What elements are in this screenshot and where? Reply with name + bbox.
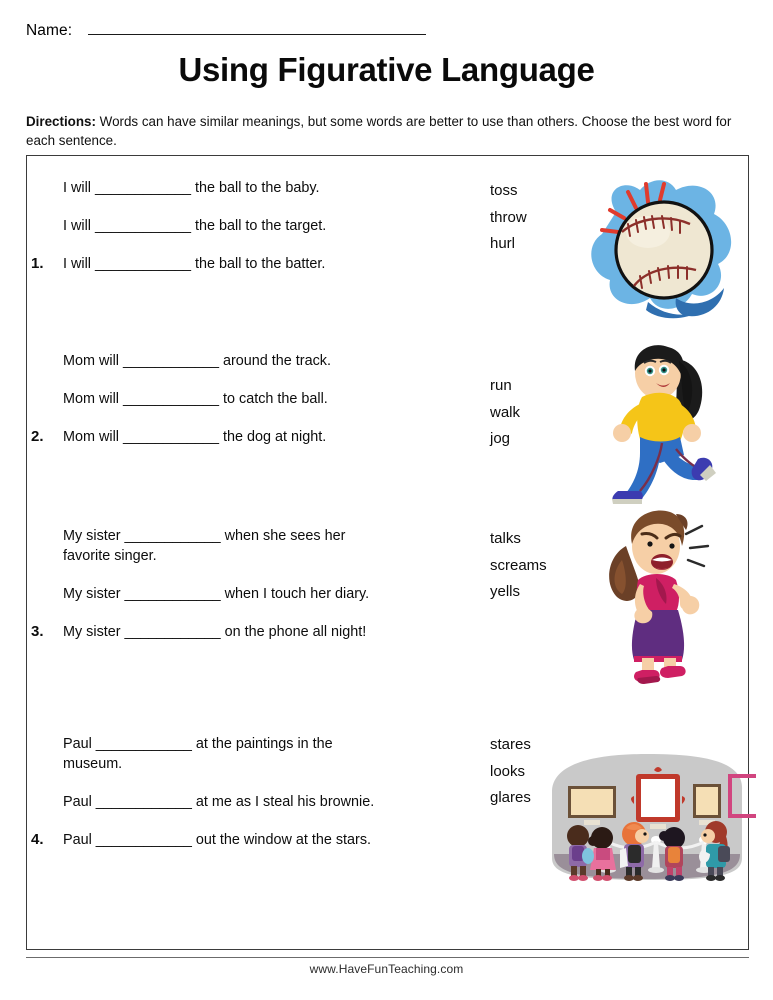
- word-bank-option[interactable]: hurl: [490, 235, 516, 252]
- word-bank-option[interactable]: screams: [490, 556, 547, 574]
- sentence: Mom will ____________ around the track.: [63, 353, 331, 369]
- sentence: Mom will ____________ to catch the ball.: [63, 391, 328, 407]
- word-bank-option[interactable]: looks: [490, 762, 526, 780]
- question-number: 1.: [31, 255, 44, 272]
- word-bank-option[interactable]: stares: [490, 736, 531, 753]
- name-label: Name:: [26, 22, 73, 39]
- word-bank-option[interactable]: jog: [490, 430, 511, 447]
- sentence: My sister ____________ when I touch her diary.: [63, 586, 370, 602]
- question-block-2: [27, 351, 750, 516]
- screaming-girl-illustration: [582, 500, 722, 690]
- question-number: 2.: [31, 428, 44, 445]
- sentence-text: I will ____________ the ball to the batter.: [63, 256, 326, 272]
- word-bank-option[interactable]: throw: [490, 208, 527, 226]
- baseball-illustration: [572, 176, 742, 326]
- sentence: I will ____________ the ball to the target.: [63, 218, 327, 234]
- directions: [26, 112, 738, 150]
- question-number: 4.: [31, 831, 44, 848]
- footer-website: www.HaveFunTeaching.com: [309, 962, 464, 976]
- question-number: 3.: [31, 623, 44, 640]
- sentence-text: My sister ____________ on the phone all night!: [63, 624, 367, 640]
- word-bank-2: [490, 373, 585, 453]
- running-girl-illustration: [582, 337, 732, 507]
- question-block-4: [27, 734, 750, 899]
- sentence-text: Paul ____________ out the window at the stars.: [63, 832, 372, 848]
- page-title: Using Figurative Language: [178, 51, 595, 88]
- museum-illustration: [538, 746, 756, 888]
- question-3-sentences: [27, 526, 467, 642]
- sentence: My sister ____________ when she sees her favorite singer.: [63, 528, 346, 564]
- sentence: [31, 427, 463, 447]
- footer-divider: [26, 957, 749, 958]
- sentence-text: Mom will ____________ the dog at night.: [63, 429, 327, 445]
- worksheet-box: [26, 155, 749, 950]
- word-bank-option[interactable]: walk: [490, 403, 521, 421]
- sentence: [31, 622, 463, 642]
- question-2-sentences: [27, 351, 467, 447]
- name-row: [26, 22, 426, 44]
- name-input-line[interactable]: [88, 22, 426, 35]
- word-bank-option[interactable]: run: [490, 377, 512, 394]
- sentence: Paul ____________ at the paintings in the museum.: [63, 736, 333, 772]
- sentence: Paul ____________ at me as I steal his brownie.: [63, 794, 375, 810]
- question-4-sentences: [27, 734, 467, 850]
- directions-text: Words can have similar meanings, but some words are better to use than others. Choose the best word for each sentence.: [26, 114, 732, 148]
- question-1-sentences: [27, 178, 467, 274]
- word-bank-option[interactable]: glares: [490, 789, 531, 806]
- sentence: [31, 830, 463, 850]
- word-bank-option[interactable]: talks: [490, 530, 521, 547]
- sentence: [31, 254, 463, 274]
- word-bank-1: [490, 178, 585, 258]
- directions-label: Directions:: [26, 114, 96, 129]
- word-bank-option[interactable]: toss: [490, 182, 518, 199]
- question-block-3: [27, 526, 750, 701]
- word-bank-3: [490, 526, 585, 606]
- sentence: I will ____________ the ball to the baby.: [63, 180, 320, 196]
- word-bank-option[interactable]: yells: [490, 583, 521, 600]
- question-block-1: [27, 178, 750, 338]
